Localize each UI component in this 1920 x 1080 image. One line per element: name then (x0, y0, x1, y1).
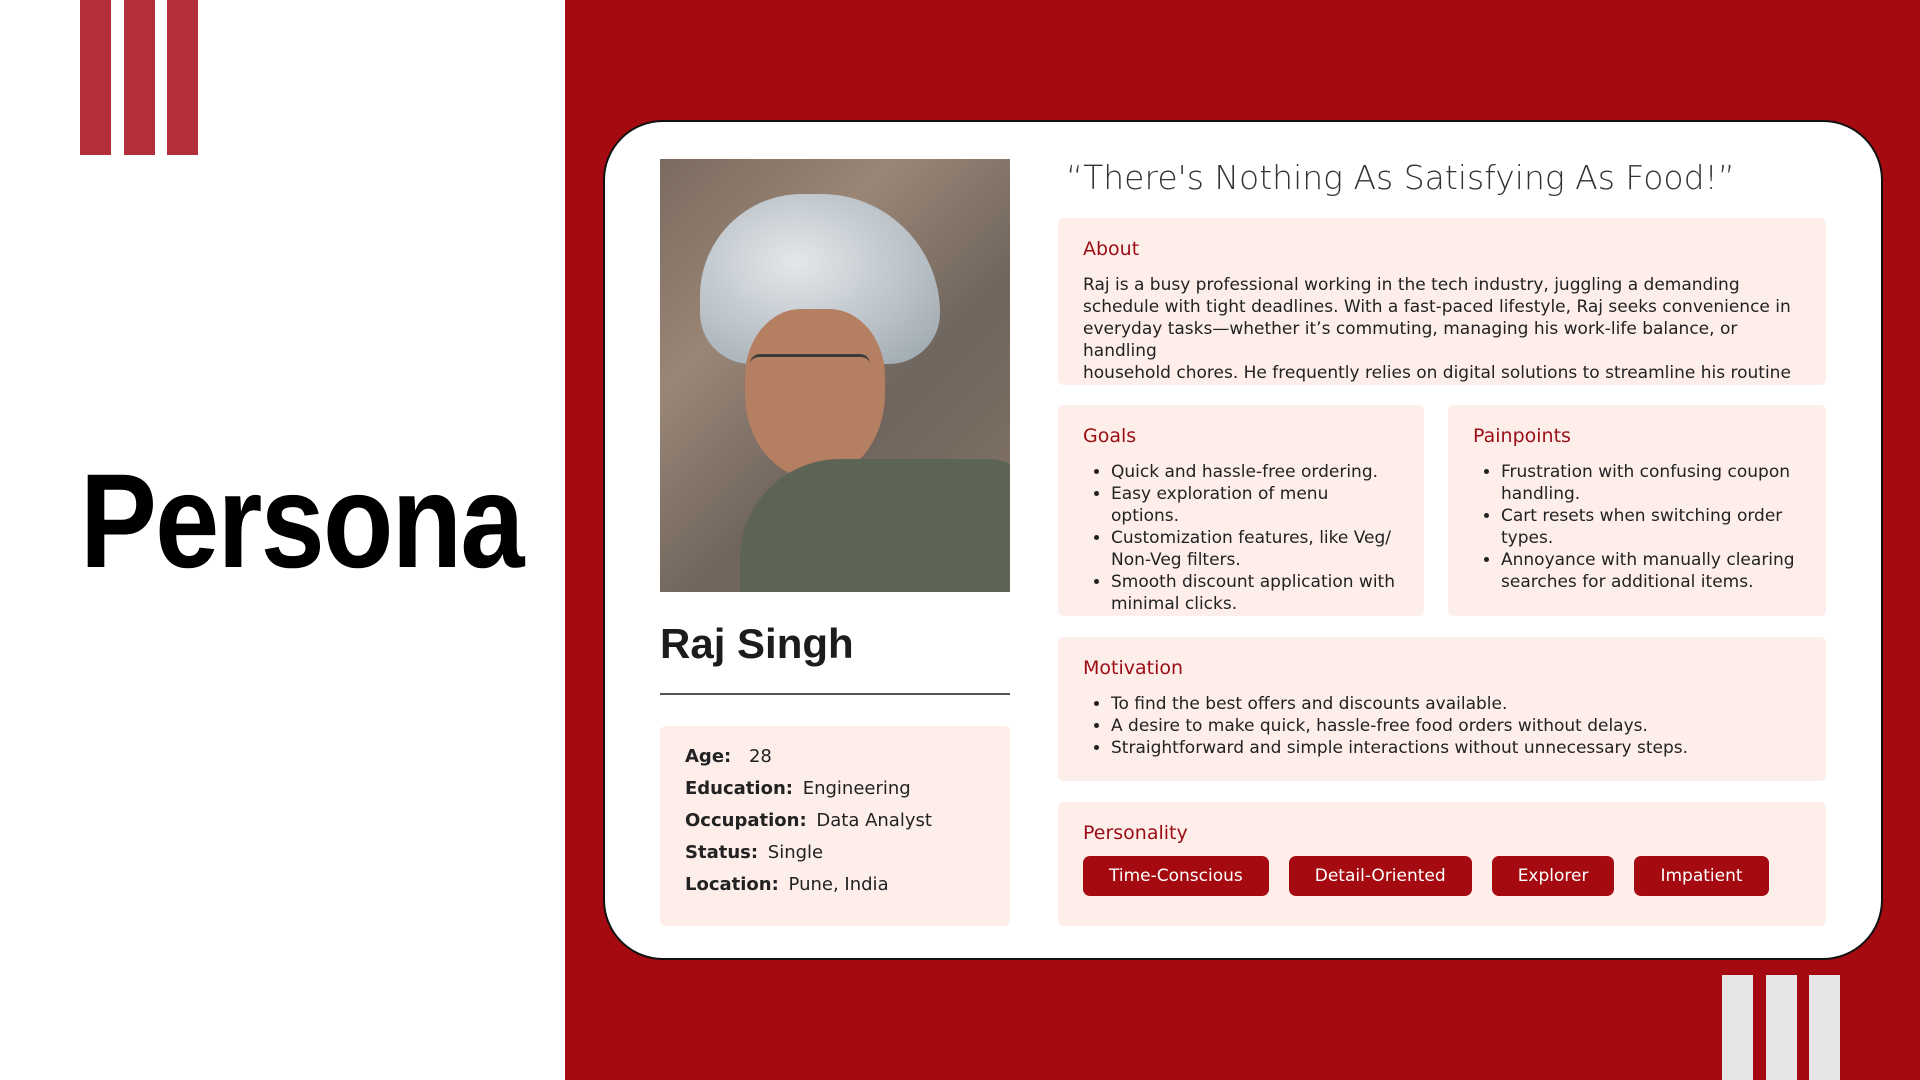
about-line: schedule with tight deadlines. With a fast-paced lifestyle, Raj seeks convenience in (1083, 297, 1791, 317)
decor-stripe (80, 0, 111, 155)
about-line: everyday tasks—whether it’s commuting, managing his work-life balance, or handling (1083, 319, 1738, 361)
detail-label: Location: (685, 874, 779, 895)
trait-chip-impatient[interactable]: Impatient (1634, 856, 1768, 896)
section-title: Motivation (1083, 657, 1184, 679)
detail-label: Occupation: (685, 810, 807, 831)
list-item: • Smooth discount application with minimal clicks. (1111, 571, 1399, 615)
motivation-section (1058, 637, 1826, 781)
motivation-list (1083, 693, 1801, 759)
detail-label: Age: (685, 746, 732, 767)
decor-stripe (1722, 975, 1753, 1080)
person-name: Raj Singh (660, 620, 854, 667)
goals-section (1058, 405, 1424, 616)
detail-value: Engineering (802, 778, 911, 799)
divider (660, 693, 1010, 695)
detail-value: Pune, India (788, 874, 889, 895)
detail-row-location (685, 874, 985, 895)
detail-label: Education: (685, 778, 793, 799)
personality-section (1058, 802, 1826, 926)
trait-chip-time-conscious[interactable]: Time-Conscious (1083, 856, 1269, 896)
list-item: • Frustration with confusing coupon handling. (1501, 461, 1801, 505)
list-item: • To find the best offers and discounts available. (1111, 693, 1801, 715)
list-item: • Cart resets when switching order types. (1501, 505, 1801, 549)
detail-label: Status: (685, 842, 759, 863)
decor-stripe (1766, 975, 1797, 1080)
photo-detail (750, 354, 870, 397)
list-item: • Straightforward and simple interactions without unnecessary steps. (1111, 737, 1801, 759)
section-title: Goals (1083, 425, 1137, 447)
detail-value: 28 (748, 746, 772, 767)
details-box (660, 726, 1010, 926)
decor-stripe (167, 0, 198, 155)
trait-chip-detail-oriented[interactable]: Detail-Oriented (1289, 856, 1472, 896)
detail-row-education (685, 778, 985, 799)
trait-chip-explorer[interactable]: Explorer (1492, 856, 1615, 896)
decor-stripe (1809, 975, 1840, 1080)
detail-row-occupation (685, 810, 985, 831)
detail-value: Single (767, 842, 824, 863)
person-photo (660, 159, 1010, 592)
detail-row-status (685, 842, 985, 863)
list-item: • Customization features, like Veg/ Non-Veg filters. (1111, 527, 1399, 571)
section-title: Painpoints (1473, 425, 1571, 447)
slide-title: Persona (80, 447, 523, 596)
section-title: About (1083, 238, 1140, 260)
painpoints-list (1473, 461, 1801, 593)
trait-list (1083, 856, 1801, 896)
list-item: • Quick and hassle-free ordering. (1111, 461, 1399, 483)
list-item: • Easy exploration of menu options. (1111, 483, 1399, 527)
detail-value: Data Analyst (816, 810, 932, 831)
list-item: • Annoyance with manually clearing searches for additional items. (1501, 549, 1801, 593)
photo-detail (740, 459, 1010, 592)
section-title: Personality (1083, 822, 1188, 844)
about-line: Raj is a busy professional working in the tech industry, juggling a demanding (1083, 275, 1740, 295)
persona-quote: “There's Nothing As Satisfying As Food!” (1066, 158, 1735, 197)
painpoints-section (1448, 405, 1826, 616)
decor-stripe (124, 0, 155, 155)
about-line: household chores. He frequently relies on digital solutions to streamline his routine (1083, 363, 1791, 383)
list-item: • A desire to make quick, hassle-free food orders without delays. (1111, 715, 1801, 737)
detail-row-age (685, 746, 985, 767)
goals-list (1083, 461, 1399, 615)
about-section (1058, 218, 1826, 385)
